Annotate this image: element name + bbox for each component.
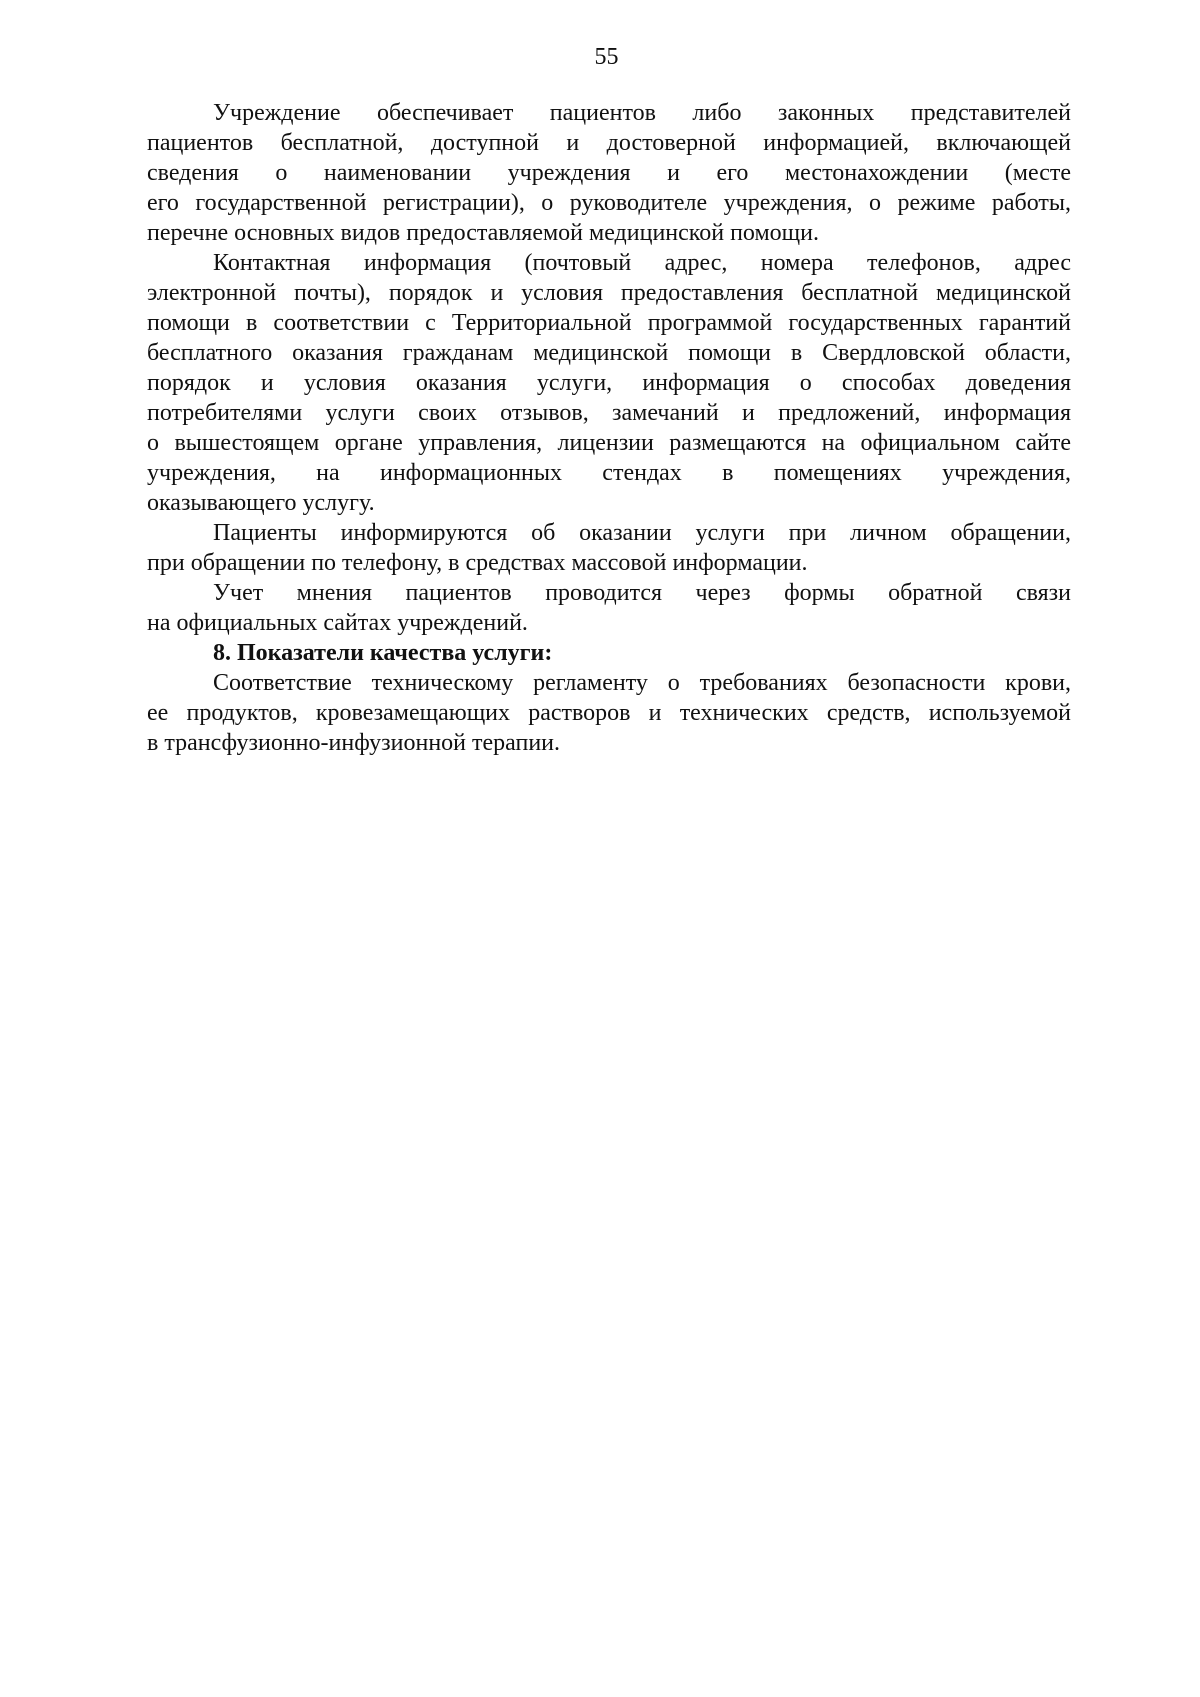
text-line: его государственной регистрации), о руководителе учреждения, о режиме работы, (147, 190, 1071, 216)
text-line: ее продуктов, кровезамещающих растворов и технических средств, используемой (147, 700, 1071, 726)
paragraph (147, 248, 1071, 518)
page-number: 55 (594, 44, 619, 70)
paragraph (147, 578, 1071, 638)
text-line: перечне основных видов предоставляемой медицинской помощи. (147, 220, 819, 246)
text-line: о вышестоящем органе управления, лицензии размещаются на официальном сайте (147, 430, 1071, 456)
paragraph (147, 668, 1071, 758)
text-line: порядок и условия оказания услуги, информация о способах доведения (147, 370, 1071, 396)
text-line: пациентов бесплатной, доступной и достоверной информацией, включающей (147, 130, 1071, 156)
text-line: Контактная информация (почтовый адрес, номера телефонов, адрес (213, 250, 1071, 276)
text-line: потребителями услуги своих отзывов, замечаний и предложений, информация (147, 400, 1071, 426)
paragraph (147, 98, 1071, 248)
text-line: на официальных сайтах учреждений. (147, 610, 528, 636)
text-line: Пациенты информируются об оказании услуги при личном обращении, (213, 520, 1071, 546)
text-line: бесплатного оказания гражданам медицинской помощи в Свердловской области, (147, 340, 1071, 366)
text-line: оказывающего услугу. (147, 490, 375, 516)
paragraph (147, 518, 1071, 578)
document-body (147, 98, 1071, 758)
text-line: Учреждение обеспечивает пациентов либо законных представителей (213, 100, 1071, 126)
text-line: Учет мнения пациентов проводится через формы обратной связи (213, 580, 1071, 606)
text-line: 8. Показатели качества услуги: (213, 640, 553, 666)
text-line: помощи в соответствии с Территориальной программой государственных гарантий (147, 310, 1071, 336)
text-line: при обращении по телефону, в средствах массовой информации. (147, 550, 808, 576)
text-line: сведения о наименовании учреждения и его местонахождении (месте (147, 160, 1071, 186)
text-line: Соответствие техническому регламенту о требованиях безопасности крови, (213, 670, 1071, 696)
text-line: электронной почты), порядок и условия предоставления бесплатной медицинской (147, 280, 1071, 306)
text-line: учреждения, на информационных стендах в помещениях учреждения, (147, 460, 1071, 486)
section-heading (147, 638, 1071, 668)
text-line: в трансфузионно-инфузионной терапии. (147, 730, 561, 756)
